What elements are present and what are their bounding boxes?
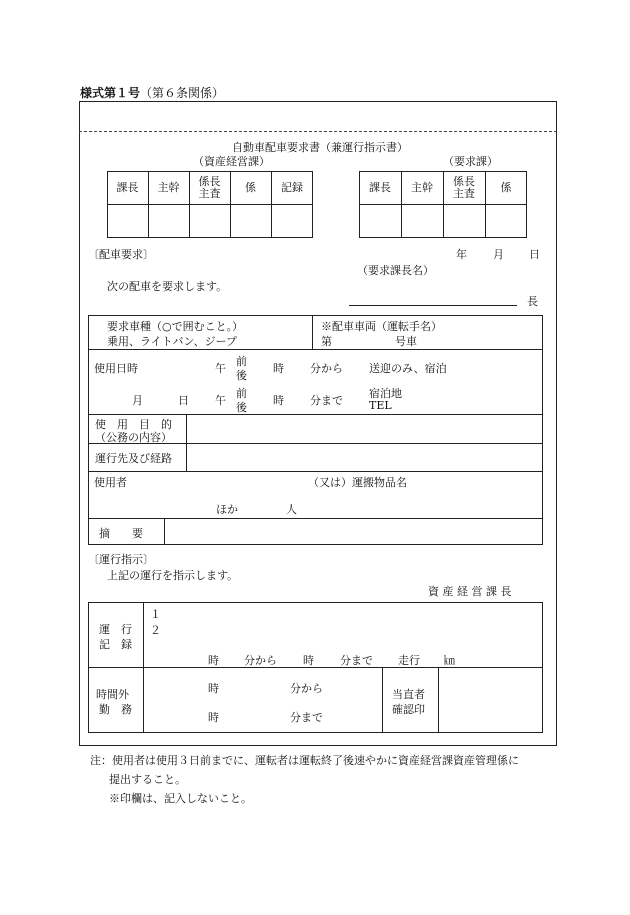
note-line-1: 注：使用者は使用３日前までに、運転者は運転終了後速やかに資産経営課資産管理係に (90, 754, 519, 767)
vehicle-type-options[interactable]: 乗用、ライトバン、ジープ (107, 335, 238, 348)
stamp-input-row-right[interactable] (360, 205, 526, 237)
end-month-unit: 月 (132, 394, 143, 407)
purpose-label: 使 用 目 的 (95, 418, 172, 431)
stamp-header-chief-officer-right: 主幹 (411, 180, 433, 194)
purpose-input[interactable] (187, 415, 542, 443)
request-heading: 〔配車要求〕 (88, 248, 154, 261)
stamp-header-section-chief: 課長 (116, 180, 139, 194)
table-rule (382, 667, 383, 733)
operation-record-label: 運 行 (99, 623, 132, 636)
start-minute-unit: 分から (310, 362, 343, 375)
duty-officer-label: 当直者 (392, 688, 425, 701)
record-start-hour: 時 (208, 654, 219, 667)
duty-seal-input[interactable] (439, 668, 542, 732)
table-rule (88, 471, 543, 472)
tel-label: TEL (369, 399, 392, 412)
trip-type-options[interactable]: 送迎のみ、宿泊 (369, 362, 447, 375)
user-label: 使用者 (94, 476, 127, 489)
end-minute-unit: 分まで (310, 394, 343, 407)
route-input[interactable] (187, 444, 542, 470)
requester-caption: （要求課長名） (357, 264, 434, 277)
stamp-header-section-chief-right: 課長 (369, 180, 391, 194)
vehicle-number-prefix: 第 (321, 335, 332, 348)
vehicle-number-suffix: 号車 (395, 335, 417, 348)
ampm-end-noon: 午 (215, 394, 226, 407)
operation-body-text: 上記の運行を指示します。 (107, 569, 239, 582)
route-label: 運行先及び経路 (95, 452, 172, 465)
purpose-sublabel: （公務の内容） (95, 431, 172, 444)
stamp-header-staff: 係 (245, 180, 256, 194)
stamp-header-subsection-chief: 係長 主査 (198, 174, 221, 200)
overtime-start-min: 分から (290, 682, 323, 695)
record-row-1: １ (150, 608, 161, 621)
form-article: （第６条関係） (140, 86, 225, 100)
note-line-2: 提出すること。 (109, 773, 186, 786)
operation-heading: 〔運行指示〕 (88, 553, 154, 566)
record-row-2: ２ (150, 624, 161, 637)
ampm-start-pm[interactable]: 後 (236, 369, 247, 382)
record-end-min: 分まで (340, 654, 373, 667)
km-unit: ㎞ (444, 654, 455, 667)
start-hour-unit: 時 (273, 362, 284, 375)
distance-label: 走行 (398, 654, 420, 667)
duty-confirm-label: 確認印 (392, 703, 425, 716)
remarks-label: 摘 要 (99, 527, 143, 540)
lodging-label: 宿泊地 (369, 387, 402, 400)
requester-name-line[interactable] (349, 305, 517, 306)
end-day-unit: 日 (178, 394, 189, 407)
ampm-end-am[interactable]: 前 (236, 387, 247, 400)
remarks-input[interactable] (165, 519, 542, 544)
table-rule (88, 349, 543, 350)
chief-suffix: 長 (527, 295, 538, 308)
note-line-3: ※印欄は、記入しないこと。 (109, 792, 252, 805)
record-end-hour: 時 (303, 654, 314, 667)
use-datetime-label: 使用日時 (94, 362, 138, 375)
document-title: 自動車配車要求書（兼運行指示書） (232, 141, 408, 154)
persons-unit: 人 (286, 503, 297, 516)
ampm-end-pm[interactable]: 後 (236, 401, 247, 414)
ampm-start-am[interactable]: 前 (236, 355, 247, 368)
vehicle-type-label: 要求車種（○で囲むこと。） (107, 320, 244, 333)
table-rule (312, 315, 313, 349)
record-start-min: 分から (244, 654, 277, 667)
request-body-text: 次の配車を要求します。 (107, 280, 228, 293)
overtime-sublabel: 勤 務 (99, 703, 132, 716)
others-label: ほか (216, 503, 238, 516)
end-hour-unit: 時 (273, 394, 284, 407)
cargo-label: （又は）運搬物品名 (308, 476, 407, 489)
stamp-header-chief-officer: 主幹 (157, 180, 180, 194)
ampm-start-noon: 午 (215, 362, 226, 375)
cut-line (79, 131, 557, 132)
form-label (80, 84, 224, 101)
overtime-start-hour: 時 (208, 682, 219, 695)
section-left-label: （資産経営課） (193, 155, 270, 168)
stamp-header-record: 記録 (281, 180, 303, 194)
stamp-header-subsection-chief-right: 係長 主査 (453, 174, 475, 200)
operation-record-sublabel: 記 録 (99, 638, 132, 651)
form-number: 様式第１号 (80, 86, 141, 100)
overtime-end-min: 分まで (290, 711, 323, 724)
assigned-vehicle-label: ※配車車両（運転手名） (321, 320, 442, 333)
asset-manager-title: 資 産 経 営 課 長 (428, 585, 512, 598)
date-month: 月 (493, 248, 504, 261)
stamp-input-row-left[interactable] (108, 205, 312, 237)
date-day: 日 (529, 248, 540, 261)
overtime-label: 時間外 (96, 688, 129, 701)
overtime-end-hour: 時 (208, 711, 219, 724)
stamp-header-staff-right: 係 (500, 180, 512, 194)
section-right-label: （要求課） (443, 155, 498, 168)
date-year: 年 (456, 248, 467, 261)
